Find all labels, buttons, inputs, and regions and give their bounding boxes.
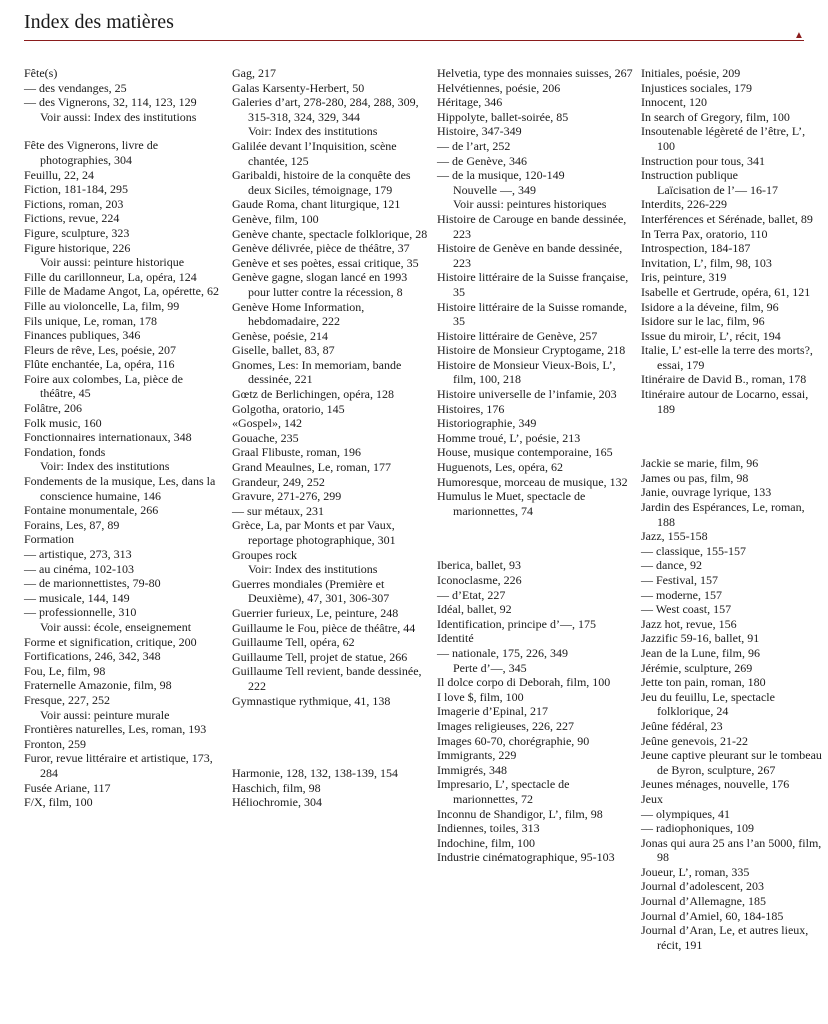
index-entry: Héritage, 346 [437,95,503,110]
index-entry: Jeûne genevois, 21-22 [641,733,748,748]
index-entry: Jérémie, sculpture, 269 [641,660,753,675]
index-entry: Guillaume Tell, projet de statue, 266 [232,649,408,664]
index-entry: House, musique contemporaine, 165 [437,445,613,460]
index-entry: Jazz hot, revue, 156 [641,616,737,631]
index-entry: Formation [24,532,74,547]
index-entry: Frontières naturelles, Les, roman, 193 [24,722,207,737]
index-entry: Journal d’Amiel, 60, 184-185 [641,908,784,923]
index-entry: Italie, L’ est-elle la terre des morts?, essai, 179 [641,343,813,372]
index-entry: Gœtz de Berlichingen, opéra, 128 [232,387,394,402]
index-entry: Immigrés, 348 [437,762,507,777]
index-entry: Identité [437,631,474,646]
index-entry: Huguenots, Les, opéra, 62 [437,460,563,475]
index-entry: Humulus le Muet, spectacle de marionnettes, 74 [437,489,586,518]
index-entry: Jardin des Espérances, Le, roman, 188 [641,500,805,529]
index-entry: Guerres mondiales (Première et Deuxième), 47, 301, 306-307 [232,576,390,606]
index-entry: Grandeur, 249, 252 [232,474,325,489]
index-entry: Journal d’Allemagne, 185 [641,894,766,909]
index-entry: Genève Home Information, hebdomadaire, 222 [232,299,365,329]
index-entry: Gnomes, Les: In memoriam, bande dessinée, 221 [232,357,402,387]
index-entry: Gravure, 271-276, 299 [232,489,342,504]
index-entry: Jean de la Lune, film, 96 [641,645,760,660]
index-entry: — musicale, 144, 149 [24,590,130,605]
index-entry: Indochine, film, 100 [437,835,535,850]
corner-mark-icon: ▲ [794,30,804,41]
index-entry: Finances publiques, 346 [24,328,141,343]
index-entry: — classique, 155-157 [641,543,746,558]
index-entry: Genève gagne, slogan lancé en 1993 pour lutter contre la récession, 8 [232,270,408,299]
index-entry: Fou, Le, film, 98 [24,663,106,678]
index-entry: — au cinéma, 102-103 [24,561,134,576]
index-entry: Immigrants, 229 [437,748,517,763]
index-entry: Golgotha, oratorio, 145 [232,401,345,416]
index-entry: Itinéraire autour de Locarno, essai, 189 [641,387,809,416]
index-entry: Histoire de Carouge en bande dessinée, 223 [437,211,627,241]
index-entry: Folk music, 160 [24,415,102,430]
index-entry: Grèce, La, par Monts et par Vaux, reportage photographique, 301 [232,518,396,547]
index-entry: Jonas qui aura 25 ans l’an 5000, film, 98 [641,835,822,865]
index-entry: Il dolce corpo di Deborah, film, 100 [437,675,611,690]
index-entry: Genève, film, 100 [232,211,319,226]
index-entry: Introspection, 184-187 [641,241,751,256]
index-entry: Instruction pour tous, 341 [641,153,765,168]
index-entry: Fresque, 227, 252 [24,692,110,707]
index-entry: Histoire de Monsieur Cryptogame, 218 [437,343,626,358]
index-entry: Voir: Index des institutions [248,124,378,139]
index-entry: — West coast, 157 [641,602,732,617]
index-column-2 [232,66,428,810]
index-entry: Laïcisation de l’— 16-17 [657,182,778,197]
page-header [24,8,804,41]
index-entry: Joueur, L’, roman, 335 [641,864,750,879]
index-entry: Voir: Index des institutions [248,562,378,577]
index-entry: — d’Etat, 227 [437,587,506,602]
index-entry: Fondation, fonds [24,444,106,459]
index-entry: Guillaume Tell, opéra, 62 [232,635,355,650]
index-entry: Journal d’adolescent, 203 [641,879,764,894]
index-entry: Identification, principe d’—, 175 [437,616,596,631]
index-entry: Groupes rock [232,547,297,562]
index-entry: Forme et signification, critique, 200 [24,634,197,649]
index-entry: Helvétiennes, poésie, 206 [437,80,561,95]
index-entry: Gymnastique rythmique, 41, 138 [232,693,391,708]
index-entry: Genèse, poésie, 214 [232,328,328,343]
index-entry: Figure, sculpture, 323 [24,225,130,240]
index-entry: Injustices sociales, 179 [641,80,752,95]
index-entry: Voir aussi: Index des institutions [40,109,197,124]
index-entry: Fleurs de rêve, Les, poésie, 207 [24,342,176,357]
index-entry: — de l’art, 252 [437,138,511,153]
index-entry: James ou pas, film, 98 [641,470,749,485]
index-entry: Forains, Les, 87, 89 [24,517,120,532]
index-entry: Hippolyte, ballet-soirée, 85 [437,109,569,124]
index-entry: Iberica, ballet, 93 [437,558,521,573]
index-entry: Initiales, poésie, 209 [641,66,741,80]
page-title: Index des matières [24,11,174,33]
index-entry: Fille au violoncelle, La, film, 99 [24,298,180,313]
index-entry: Jeu du feuillu, Le, spectacle folklorique, 24 [641,689,775,719]
index-entry: Isidore sur le lac, film, 96 [641,314,765,329]
index-entry: Histoire de Genève en bande dessinée, 223 [437,241,623,270]
index-entry: Histoire littéraire de la Suisse française, 35 [437,270,629,299]
index-entry: Histoire, 347-349 [437,124,522,139]
index-entry: Fictions, roman, 203 [24,196,124,211]
index-entry: — sur métaux, 231 [232,503,324,518]
index-entry: Fondements de la musique, Les, dans la conscience humaine, 146 [24,474,216,503]
index-entry: Harmonie, 128, 132, 138-139, 154 [232,766,398,781]
index-entry: Isidore a la déveine, film, 96 [641,299,779,314]
index-entry: Jette ton pain, roman, 180 [641,675,766,690]
index-entry: — olympiques, 41 [641,806,730,821]
index-entry: Images 60-70, chorégraphie, 90 [437,733,590,748]
index-entry: Flûte enchantée, La, opéra, 116 [24,357,175,372]
index-entry: Grand Meaulnes, Le, roman, 177 [232,460,391,475]
index-entry: In Terra Pax, oratorio, 110 [641,226,768,241]
index-column-1 [24,66,220,810]
index-entry: — moderne, 157 [641,587,722,602]
index-entry: F/X, film, 100 [24,795,93,810]
index-entry: — de marionnettistes, 79-80 [24,576,161,591]
index-entry: Graal Flibuste, roman, 196 [232,445,361,460]
index-entry: Voir aussi: école, enseignement [40,619,192,634]
index-entry: Voir aussi: peinture murale [40,707,170,722]
index-entry: Fraternelle Amazonie, film, 98 [24,678,172,693]
index-entry: Jeûne fédéral, 23 [641,718,723,733]
index-entry: Perte d’—, 345 [453,660,527,675]
index-entry: Jeunes ménages, nouvelle, 176 [641,777,790,792]
index-entry: I love $, film, 100 [437,689,524,704]
index-entry: Genève délivrée, pièce de théâtre, 37 [232,241,410,256]
index-entry: Idéal, ballet, 92 [437,602,512,617]
index-column-4 [641,66,825,952]
index-entry: Histoire littéraire de Genève, 257 [437,328,598,343]
index-entry: Histoires, 176 [437,401,505,416]
index-entry: Voir: Index des institutions [40,459,170,474]
index-entry: «Gospel», 142 [232,416,302,431]
index-entry: Histoire de Monsieur Vieux-Bois, L’, film, 100, 218 [437,357,616,387]
index-entry: In search of Gregory, film, 100 [641,109,790,124]
index-entry: Galeries d’art, 278-280, 284, 288, 309, 315-318, 324, 329, 344 [232,95,419,124]
index-entry: — nationale, 175, 226, 349 [437,645,568,660]
index-entry: Furor, revue littéraire et artistique, 173, 284 [24,751,213,780]
index-entry: Histoire universelle de l’infamie, 203 [437,387,617,402]
index-entry: — professionnelle, 310 [24,605,137,620]
index-entry: Isabelle et Gertrude, opéra, 61, 121 [641,284,811,299]
index-entry: — de Genève, 346 [437,153,527,168]
index-entry: Impresario, L’, spectacle de marionnettes, 72 [437,777,570,806]
index-entry: Itinéraire de David B., roman, 178 [641,372,807,387]
index-entry: Folâtre, 206 [24,401,82,416]
index-entry: Fils unique, Le, roman, 178 [24,313,157,328]
index-entry: Héliochromie, 304 [232,795,322,810]
index-entry: Giselle, ballet, 83, 87 [232,343,335,358]
index-entry: Galilée devant l’Inquisition, scène chantée, 125 [232,138,397,168]
index-column-3 [437,66,633,865]
index-entry: Invitation, L’, film, 98, 103 [641,255,772,270]
index-entry: Iconoclasme, 226 [437,573,522,587]
index-entry: Jackie se marie, film, 96 [641,456,759,471]
index-entry: Insoutenable légèreté de l’être, L’, 100 [641,124,806,153]
index-entry: Images religieuses, 226, 227 [437,718,574,733]
index-entry: — des Vignerons, 32, 114, 123, 129 [24,95,197,110]
index-entry: Industrie cinématographique, 95-103 [437,850,615,865]
index-entry: Issue du miroir, L’, récit, 194 [641,328,781,343]
index-entry: Journal d’Aran, Le, et autres lieux, récit, 191 [641,923,809,952]
index-entry: — des vendanges, 25 [24,80,127,95]
index-entry: Voir aussi: peinture historique [40,255,185,270]
index-entry: — artistique, 273, 313 [24,547,132,561]
index-entry: Gouache, 235 [232,430,299,445]
index-entry: Jeune captive pleurant sur le tombeau de Byron, sculpture, 267 [641,748,822,777]
index-entry: Fille du carillonneur, La, opéra, 124 [24,269,197,284]
index-entry: Fonctionnaires internationaux, 348 [24,430,192,445]
index-entry: Interdits, 226-229 [641,197,727,212]
index-entry: Gaude Roma, chant liturgique, 121 [232,197,401,212]
index-entry: Fiction, 181-184, 295 [24,182,128,197]
index-entry: Fictions, revue, 224 [24,211,120,226]
index-entry: Feuillu, 22, 24 [24,167,95,182]
index-entry: Homme troué, L’, poésie, 213 [437,430,581,445]
index-entry: Iris, peinture, 319 [641,270,727,285]
index-entry: Historiographie, 349 [437,416,537,431]
index-entry: Jazz, 155-158 [641,529,708,544]
index-entry: Nouvelle —, 349 [453,182,536,197]
index-entry: Guillaume Tell revient, bande dessinée, 222 [232,664,422,693]
index-entry: Fille de Madame Angot, La, opérette, 62 [24,284,219,299]
index-entry: Jeux [641,791,663,806]
index-entry: Janie, ouvrage lyrique, 133 [641,485,772,500]
index-entry: Fête(s) [24,66,58,80]
index-entry: Fête des Vignerons, livre de photographies, 304 [24,138,159,167]
index-entry: — de la musique, 120-149 [437,168,565,183]
index-entry: Haschich, film, 98 [232,780,321,795]
index-entry: Guerrier furieux, Le, peinture, 248 [232,605,399,620]
index-entry: Gag, 217 [232,66,276,80]
index-entry: Garibaldi, histoire de la conquête des deux Siciles, témoignage, 179 [232,168,411,197]
index-entry: Inconnu de Shandigor, L’, film, 98 [437,806,603,821]
index-entry: Imagerie d’Epinal, 217 [437,704,548,719]
index-entry: Guillaume le Fou, pièce de théâtre, 44 [232,620,416,635]
index-entry: Fontaine monumentale, 266 [24,503,159,518]
index-entry: Innocent, 120 [641,95,707,110]
index-entry: Indiennes, toiles, 313 [437,821,540,836]
index-entry: — Festival, 157 [641,573,718,587]
index-entry: Fronton, 259 [24,736,87,751]
index-entry: Humoresque, morceau de musique, 132 [437,474,628,489]
index-entry: Jazzific 59-16, ballet, 91 [641,631,760,646]
index-entry: Genève chante, spectacle folklorique, 28 [232,226,428,241]
index-entry: Voir aussi: peintures historiques [453,197,607,212]
index-entry: Instruction publique [641,168,738,183]
index-entry: Helvetia, type des monnaies suisses, 267 [437,66,633,80]
index-entry: Genève et ses poètes, essai critique, 35 [232,255,419,270]
index-entry: Foire aux colombes, La, pièce de théâtre, 45 [24,371,183,401]
index-entry: Figure historique, 226 [24,240,131,255]
index-entry: — radiophoniques, 109 [641,821,754,836]
index-entry: Fusée Ariane, 117 [24,780,111,795]
index-entry: Histoire littéraire de la Suisse romande, 35 [437,299,627,329]
index-entry: Interférences et Sérénade, ballet, 89 [641,211,813,226]
index-entry: — dance, 92 [641,558,702,573]
index-entry: Galas Karsenty-Herbert, 50 [232,80,365,95]
index-entry: Fortifications, 246, 342, 348 [24,649,161,664]
